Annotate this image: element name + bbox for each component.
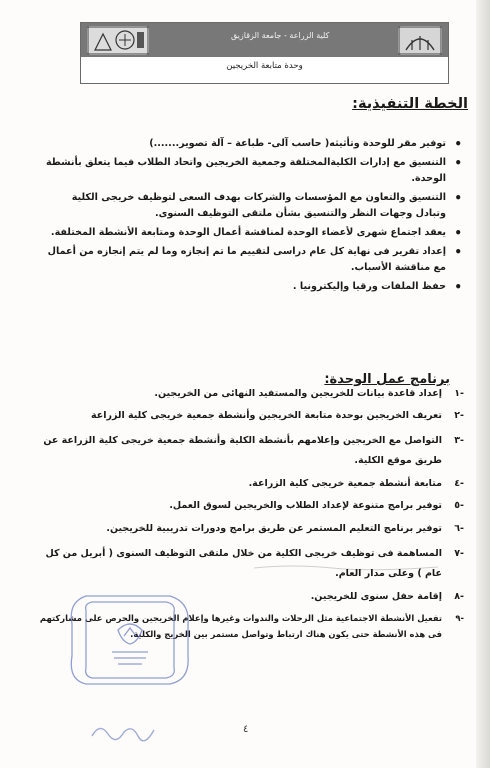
program-item-text: توفير برنامج التعليم المستمر عن طريق برامج ودورات تدريبية للخريجين. (106, 523, 442, 534)
program-item (34, 387, 464, 401)
plan-bullet: • حفظ الملفات ورقيا وإليكترونيا . (44, 279, 464, 295)
ink-scribble (88, 718, 158, 746)
page-edge-shadow (476, 0, 490, 768)
program-item-text: إعداد قاعدة بيانات للخريجين والمستفيد النهائى من الخريجين. (154, 388, 442, 399)
program-item (34, 544, 464, 584)
unit-name: وحدة متابعة الخريجين (226, 61, 303, 71)
program-item-text: تعريف الخريجين بوحدة متابعة الخريجين وأنشطة جمعية خريجى كلية الزراعة (91, 410, 442, 421)
program-item-number: -٨ (454, 591, 464, 602)
program-item-number: -٢ (454, 410, 464, 421)
program-item-text: توفير برامج متنوعة لإعداد الطلاب والخريجين لسوق العمل. (169, 500, 442, 511)
program-item-text: المساهمة فى توظيف خريجى الكلية من خلال ملتقى التوظيف السنوى ( أبريل من كل عام ) وعلى مدار العام. (45, 548, 442, 579)
page-number: ٤ (243, 724, 249, 735)
official-seal-icon (66, 590, 194, 690)
university-emblem-icon (87, 26, 149, 55)
plan-bullet: • يعقد اجتماع شهرى لأعضاء الوحدة لمناقشة أعمال الوحدة ومتابعة الأنشطة المختلفة. (44, 225, 464, 241)
program-item (34, 522, 464, 536)
faculty-emblem-icon (398, 26, 442, 55)
program-item-number: -٦ (454, 523, 464, 534)
program-item-number: -٣ (454, 435, 464, 446)
plan-bullet: • التنسيق والتعاون مع المؤسسات والشركات بهدف السعى لتوظيف خريجى الكلية وتبادل وجهات النظر والتنسيق بشأن ملتقى التوظيف السنوى. (44, 190, 464, 222)
plan-bullet: • إعداد تقرير فى نهاية كل عام دراسى لتقييم ما تم إنجازه وما لم يتم إنجازه من أعمال مع مناقشة الأسباب. (44, 244, 464, 276)
program-item-number: -١ (454, 388, 464, 399)
program-heading: برنامج عمل الوحدة: (324, 372, 450, 387)
program-item-text: تفعيل الأنشطة الاجتماعية مثل الرحلات والندوات وغيرها وإعلام الخريجين والحرص على مشاركتهم فى هذه الأنشطة حتى يكون هناك ارتباط وتواصل مستمر بين الخريج والكلية. (39, 613, 442, 639)
program-item (34, 431, 464, 471)
program-item (34, 477, 464, 491)
program-item-number: -٥ (454, 500, 464, 511)
plan-bullet: • توفير مقر للوحدة وتأثيثه( حاسب آلى- طباعة – آلة تصوير.......) (44, 136, 464, 152)
program-item-number: -٧ (454, 548, 464, 559)
program-item-text: إقامة حفل سنوى للخريجين. (310, 591, 442, 602)
program-item-text: التواصل مع الخريجين وإعلامهم بأنشطة الكلية وأنشطة جمعية خريجى كلية الزراعة عن طريق موقع الكلية. (43, 435, 442, 466)
plan-heading: الخطة التنفيذية: (352, 96, 468, 112)
program-item-number: -٩ (455, 613, 464, 623)
program-item-number: -٤ (454, 478, 464, 489)
program-item-text: متابعة أنشطة جمعية خريجى كلية الزراعة. (248, 478, 442, 489)
letterhead-top-bar (81, 23, 448, 57)
program-item (34, 499, 464, 513)
program-item (34, 409, 464, 423)
plan-bullet-list (44, 136, 464, 298)
plan-bullet: • التنسيق مع إدارات الكليةالمختلفة وجمعية الخريجين واتحاد الطلاب فيما يتعلق بأنشطة الوحدة. (44, 155, 464, 187)
letterhead-banner (80, 22, 449, 84)
university-name: كلية الزراعة - جامعة الزقازيق (231, 31, 330, 40)
